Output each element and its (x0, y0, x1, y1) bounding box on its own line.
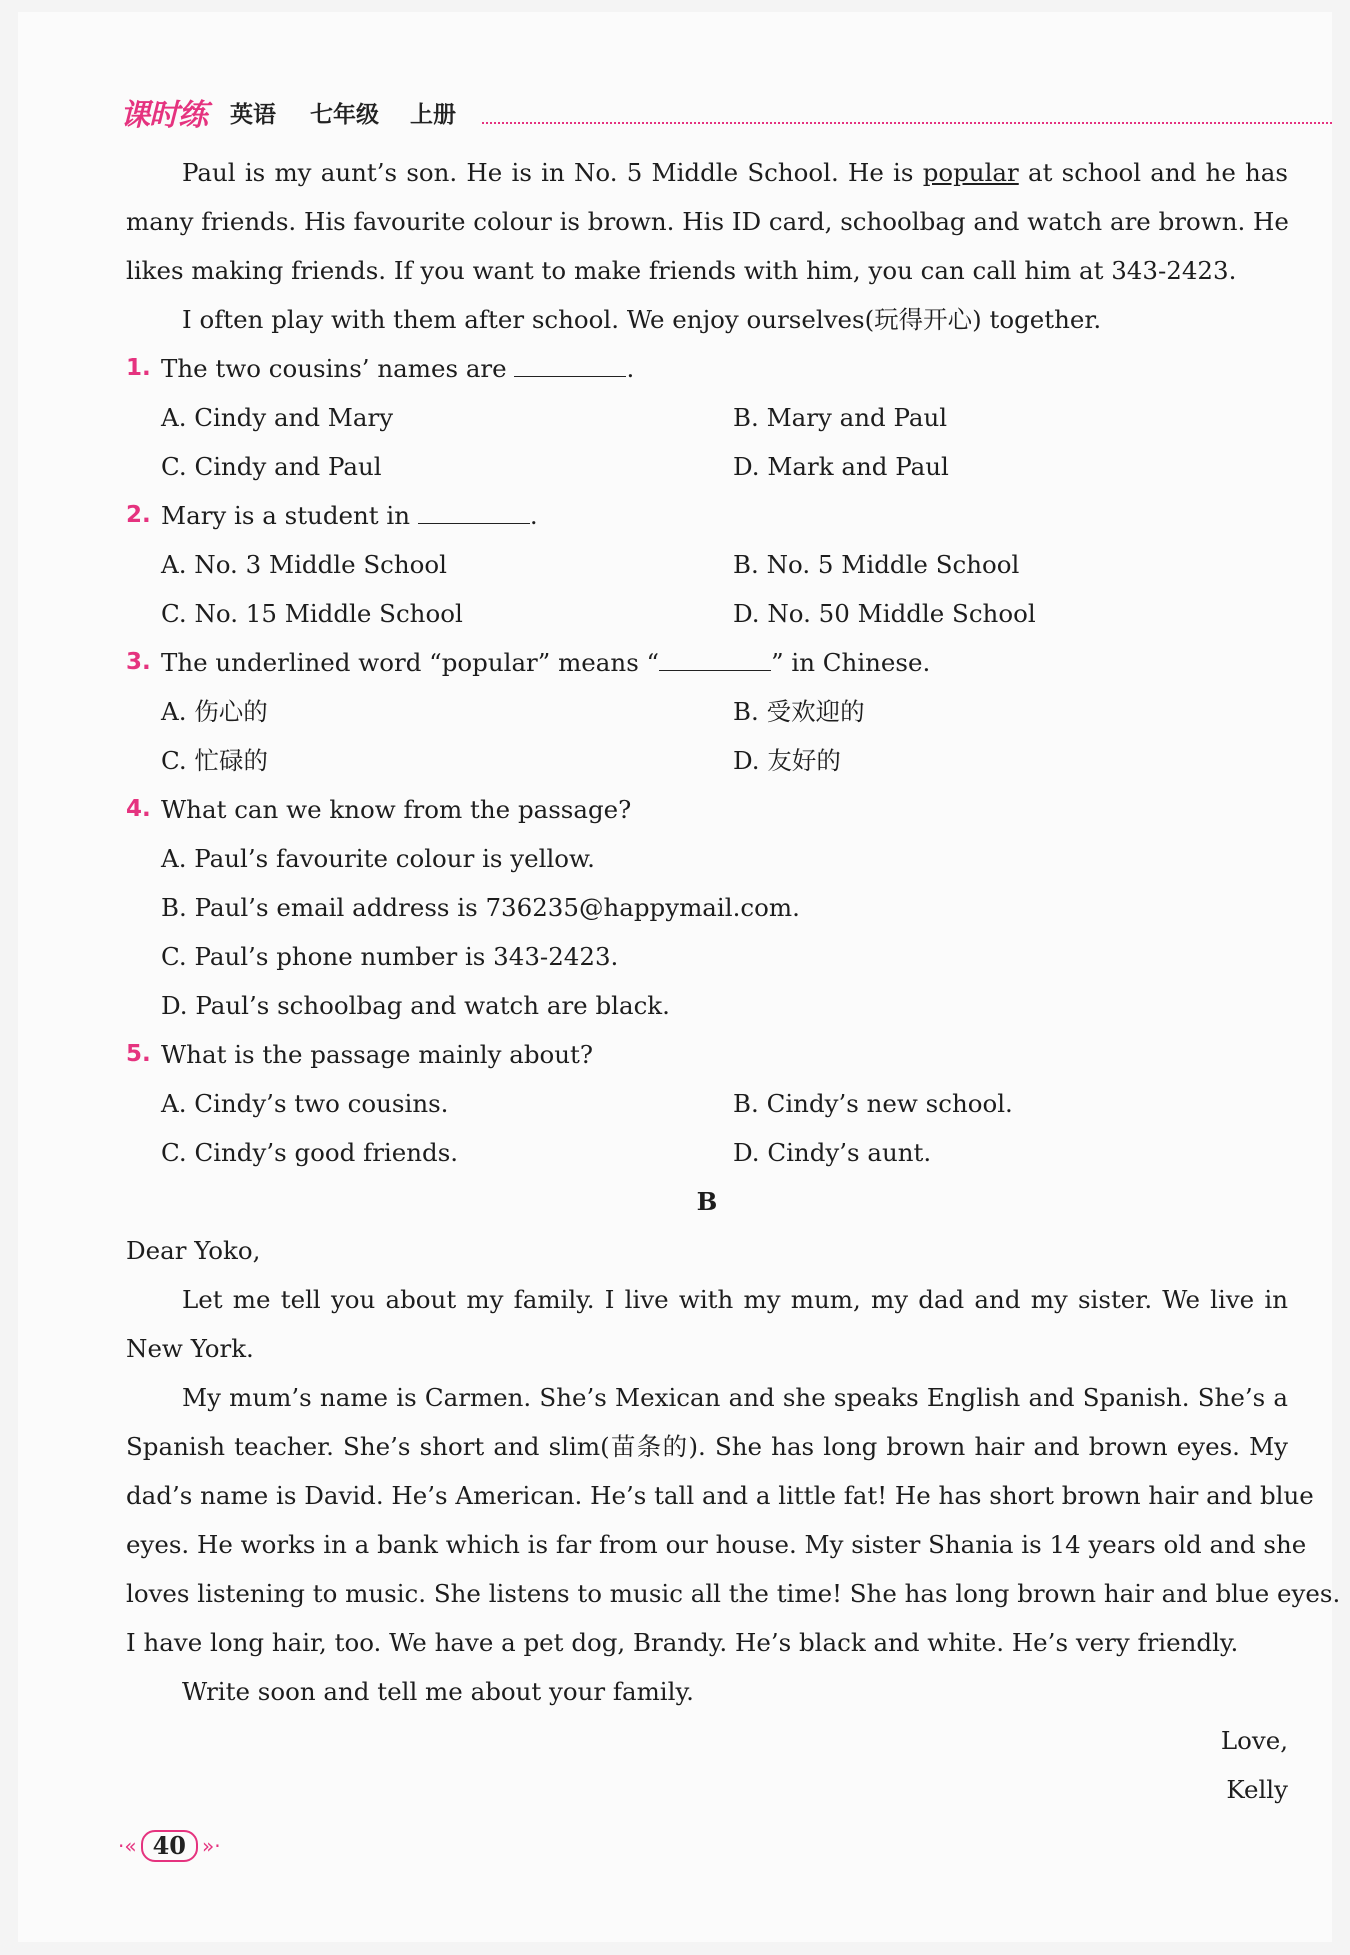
letter-closing: Love, (1220, 1726, 1288, 1755)
question-number: 3. (126, 649, 151, 675)
option[interactable]: C. No. 15 Middle School (161, 599, 463, 628)
letter-signature: Kelly (1226, 1775, 1288, 1804)
answer-blank[interactable] (659, 644, 771, 671)
header-subject: 英语 (230, 102, 276, 128)
option-row (126, 442, 1288, 491)
option[interactable]: B. 受欢迎的 (733, 697, 865, 726)
answer-blank[interactable] (514, 350, 626, 377)
question-number: 1. (126, 355, 151, 381)
question-number: 5. (126, 1041, 151, 1067)
option[interactable]: D. Mark and Paul (733, 452, 949, 481)
option[interactable]: D. No. 50 Middle School (733, 599, 1036, 628)
option[interactable]: B. Mary and Paul (733, 403, 948, 432)
letter-line: My mum’s name is Carmen. She’s Mexican and she speaks English and Spanish. She’s a (182, 1383, 1288, 1412)
option-row (126, 1079, 1288, 1128)
section-label: B (696, 1187, 718, 1216)
option[interactable]: D. 友好的 (733, 746, 841, 775)
option-row (126, 540, 1288, 589)
question-3: 3. The underlined word “popular” means “ ” in Chinese. (126, 638, 1288, 687)
option[interactable]: B. Paul’s email address is 736235@happymail.com. (161, 893, 800, 922)
question-1: 1. The two cousins’ names are . (126, 344, 1288, 393)
option[interactable]: C. 忙碌的 (161, 746, 268, 775)
passage-line: I often play with them after school. We enjoy ourselves(玩得开心) together. (182, 305, 1102, 334)
letter-line: dad’s name is David. He’s American. He’s tall and a little fat! He has short brown hair and blue (126, 1481, 1314, 1510)
page-number-badge (118, 1828, 238, 1864)
option[interactable]: C. Cindy and Paul (161, 452, 382, 481)
letter-line: loves listening to music. She listens to music all the time! She has long brown hair and blue eyes. (126, 1579, 1341, 1608)
passage-line: many friends. His favourite colour is brown. His ID card, schoolbag and watch are brown. He (126, 207, 1289, 236)
option[interactable]: A. 伤心的 (161, 697, 268, 726)
header-grade: 七年级 (310, 102, 379, 128)
option[interactable]: A. Paul’s favourite colour is yellow. (161, 844, 595, 873)
question-number: 4. (126, 796, 151, 822)
question-number: 2. (126, 502, 151, 528)
option[interactable]: A. No. 3 Middle School (161, 550, 448, 579)
chevron-left-icon: ·« (118, 1834, 137, 1858)
passage-line: Paul is my aunt’s son. He is in No. 5 Middle School. He is popular at school and he has (182, 158, 1288, 187)
brand-logo: 课时练 (120, 98, 207, 133)
option-row (126, 687, 1288, 736)
option[interactable]: A. Cindy and Mary (161, 403, 394, 432)
letter-line: Write soon and tell me about your family. (182, 1677, 694, 1706)
letter-line: I have long hair, too. We have a pet dog, Brandy. He’s black and white. He’s very friendly. (126, 1628, 1239, 1657)
passage-line: likes making friends. If you want to make friends with him, you can call him at 343-2423. (126, 256, 1237, 285)
page-header (120, 88, 1332, 132)
letter-greeting: Dear Yoko, (126, 1236, 261, 1265)
chevron-right-icon: »· (202, 1834, 221, 1858)
answer-blank[interactable] (418, 497, 530, 524)
page-content (126, 148, 1341, 1814)
letter-line: Spanish teacher. She’s short and slim(苗条的). She has long brown hair and brown eyes. My (126, 1432, 1288, 1461)
page-number: 40 (141, 1830, 198, 1862)
option[interactable]: C. Cindy’s good friends. (161, 1138, 459, 1167)
option-row (126, 1128, 1288, 1177)
header-divider (482, 122, 1332, 124)
letter-line: eyes. He works in a bank which is far from our house. My sister Shania is 14 years old and she (126, 1530, 1307, 1559)
option-row (126, 393, 1288, 442)
option-row (126, 589, 1288, 638)
option[interactable]: C. Paul’s phone number is 343-2423. (161, 942, 619, 971)
option[interactable]: D. Cindy’s aunt. (733, 1138, 932, 1167)
question-4: 4. What can we know from the passage? (126, 785, 1288, 834)
option[interactable]: B. No. 5 Middle School (733, 550, 1020, 579)
option[interactable]: B. Cindy’s new school. (733, 1089, 1013, 1118)
option[interactable]: A. Cindy’s two cousins. (161, 1089, 449, 1118)
question-5: 5. What is the passage mainly about? (126, 1030, 1288, 1079)
question-2: 2. Mary is a student in . (126, 491, 1288, 540)
header-volume: 上册 (410, 102, 456, 128)
option[interactable]: D. Paul’s schoolbag and watch are black. (161, 991, 670, 1020)
letter-line: Let me tell you about my family. I live with my mum, my dad and my sister. We live in (182, 1285, 1288, 1314)
option-row (126, 736, 1288, 785)
letter-line: New York. (126, 1334, 254, 1363)
underlined-word: popular (922, 158, 1019, 187)
